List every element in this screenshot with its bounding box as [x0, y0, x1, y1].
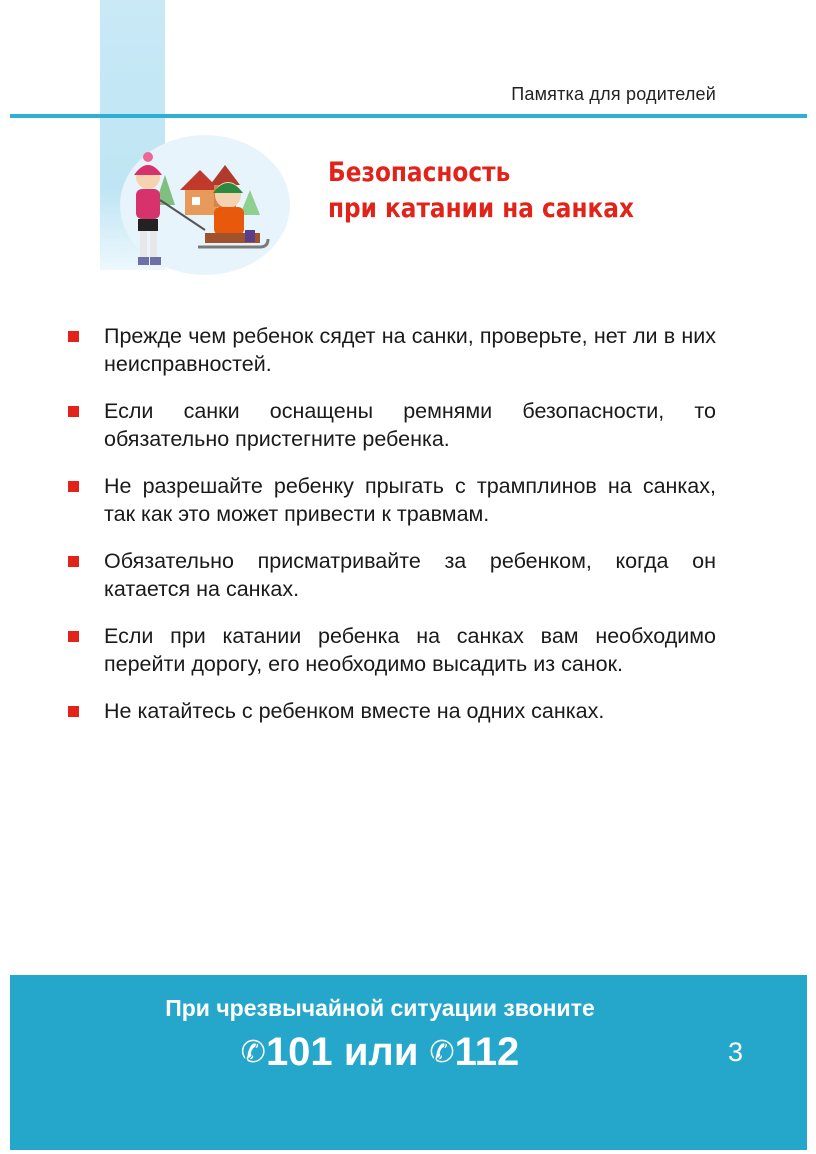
emergency-number-2: 112	[454, 1030, 520, 1074]
square-bullet-icon	[68, 631, 79, 642]
safety-tips-list	[66, 322, 716, 744]
title-line-2: при катании на санках	[328, 193, 634, 224]
list-item	[66, 322, 716, 378]
header-divider	[10, 114, 807, 118]
square-bullet-icon	[68, 481, 79, 492]
list-item	[66, 472, 716, 528]
tip-text: Если санки оснащены ремнями безопасности, то обязательно пристегните ребенка.	[104, 399, 716, 451]
page-subtitle: Памятка для родителей	[511, 84, 716, 104]
emergency-numbers	[10, 1030, 750, 1075]
emergency-banner	[10, 975, 807, 1150]
square-bullet-icon	[68, 706, 79, 717]
title-line-1: Безопасность	[328, 157, 511, 188]
tip-text: Если при катании ребенка на санках вам необходимо перейти дорогу, его необходимо высадить из санок.	[104, 624, 716, 676]
list-item	[66, 622, 716, 678]
list-item	[66, 547, 716, 603]
tip-text: Прежде чем ребенок сядет на санки, проверьте, нет ли в них неисправностей.	[104, 324, 716, 376]
square-bullet-icon	[68, 331, 79, 342]
page-title	[328, 155, 634, 227]
phone-icon: ✆	[429, 1036, 455, 1069]
numbers-separator: или	[343, 1030, 419, 1074]
sledding-children-illustration	[110, 135, 290, 280]
square-bullet-icon	[68, 556, 79, 567]
tip-text: Не разрешайте ребенку прыгать с трамплинов на санках, так как это может привести к травмам.	[104, 474, 716, 526]
tip-text: Обязательно присматривайте за ребенком, когда он катается на санках.	[104, 549, 716, 601]
phone-icon: ✆	[240, 1036, 266, 1069]
page-number: 3	[728, 1037, 744, 1067]
list-item	[66, 697, 716, 725]
square-bullet-icon	[68, 406, 79, 417]
emergency-number-1: 101	[265, 1030, 333, 1074]
emergency-caption: При чрезвычайной ситуации звоните	[165, 995, 595, 1021]
list-item	[66, 397, 716, 453]
tip-text: Не катайтесь с ребенком вместе на одних санках.	[104, 699, 605, 723]
